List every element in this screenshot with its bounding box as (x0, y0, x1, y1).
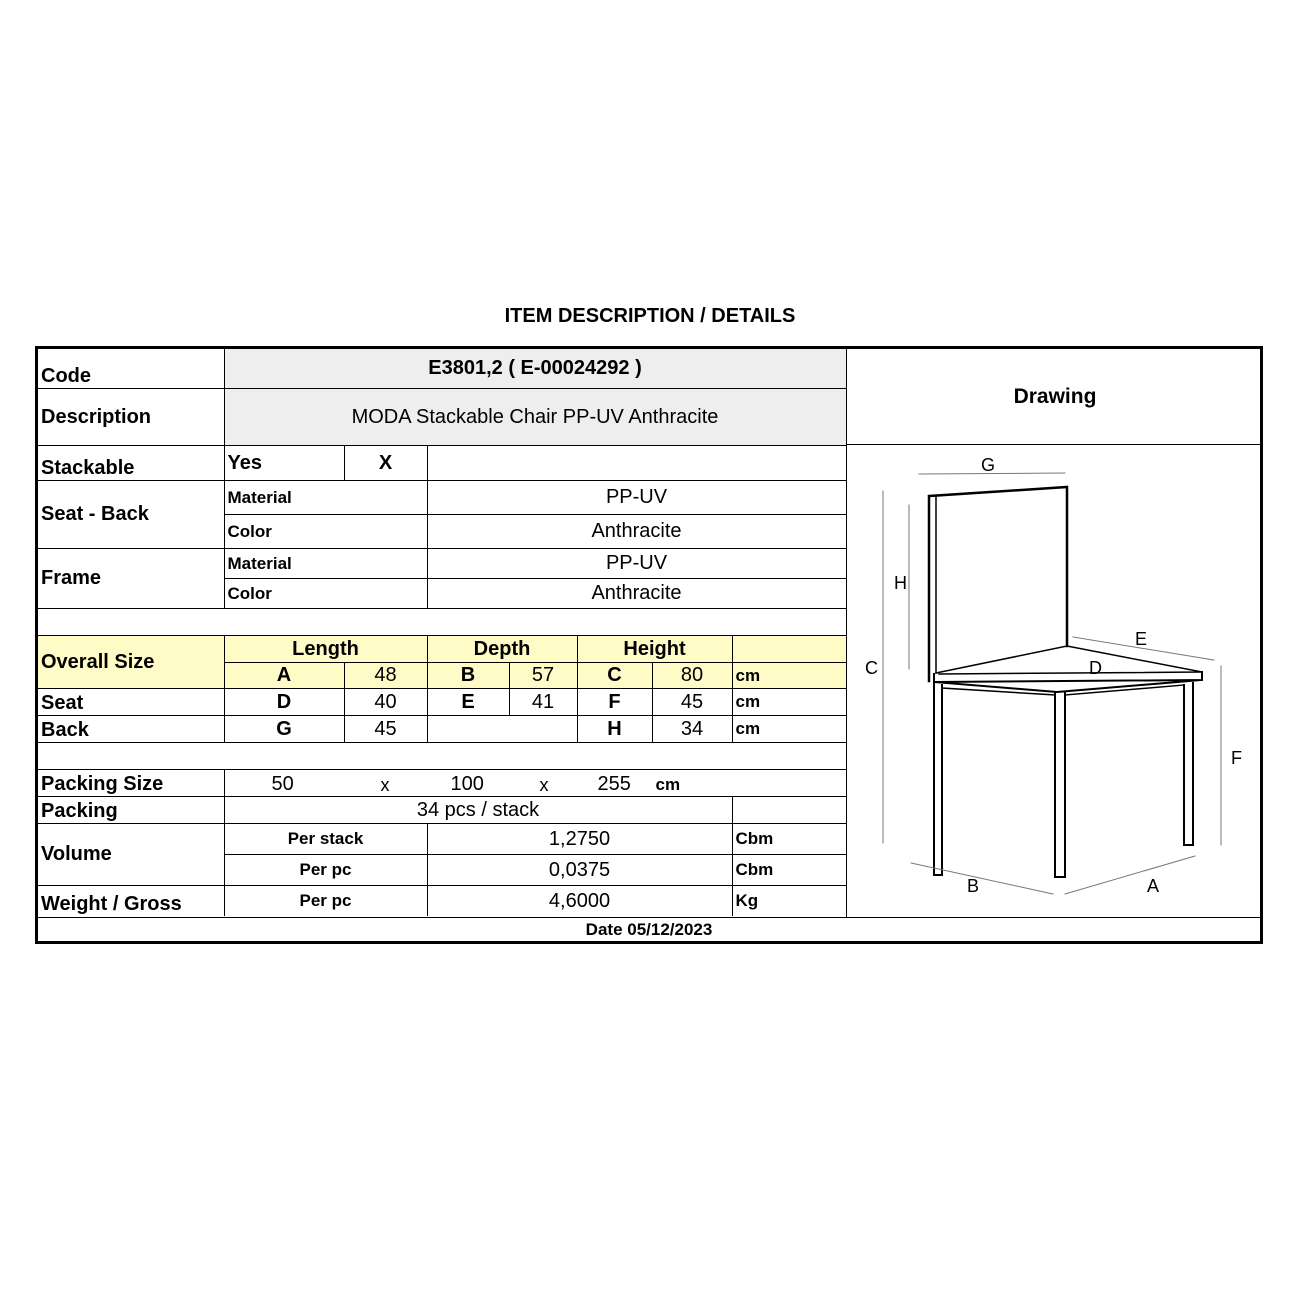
volume-label: Volume (38, 823, 224, 885)
dim-g-value: 45 (344, 715, 427, 742)
label-b: B (967, 876, 980, 896)
date-footer: Date 05/12/2023 (38, 917, 1260, 941)
spacer-row (38, 608, 846, 635)
weight-value: 4,6000 (427, 885, 732, 916)
back-unit: cm (732, 715, 846, 742)
label-h: H (894, 573, 907, 593)
stackable-mark: X (344, 445, 427, 480)
label-c: C (865, 658, 878, 678)
packing-label: Packing (38, 796, 224, 823)
spec-table (38, 349, 847, 916)
per-pc-label: Per pc (224, 854, 427, 885)
seat-back-material-label: Material (224, 480, 427, 514)
dim-h-value: 34 (652, 715, 732, 742)
unit-header-empty (732, 635, 846, 662)
weight-per-pc-label: Per pc (224, 885, 427, 916)
chair-svg (847, 445, 1262, 917)
seat-label: Seat (38, 688, 224, 715)
overall-unit: cm (732, 662, 846, 688)
frame-material-label: Material (224, 548, 427, 578)
spacer-row-2 (38, 742, 846, 769)
front-left-leg (934, 682, 942, 875)
packing-value: 34 pcs / stack (224, 796, 732, 823)
stackable-yes: Yes (224, 445, 344, 480)
dim-b-letter: B (427, 662, 509, 688)
per-stack-value: 1,2750 (427, 823, 732, 854)
chair-drawing (846, 445, 1263, 917)
dim-d-letter: D (224, 688, 344, 715)
per-stack-unit: Cbm (732, 823, 846, 854)
apron-left (942, 688, 1055, 695)
dim-c-value: 80 (652, 662, 732, 688)
seat-front (934, 672, 1202, 692)
seat-unit: cm (732, 688, 846, 715)
back-label: Back (38, 715, 224, 742)
packing-x-2: x (539, 774, 549, 795)
dim-f-value: 45 (652, 688, 732, 715)
frame-color: Anthracite (427, 578, 846, 608)
back-empty (427, 715, 577, 742)
dim-a-value: 48 (344, 662, 427, 688)
dim-g-letter: G (224, 715, 344, 742)
description-value: MODA Stackable Chair PP-UV Anthracite (224, 388, 846, 445)
depth-header: Depth (427, 635, 577, 662)
height-header: Height (577, 635, 732, 662)
label-e: E (1135, 629, 1148, 649)
stackable-empty (427, 445, 846, 480)
dim-a-letter: A (224, 662, 344, 688)
code-label: Code (38, 349, 224, 388)
label-d: D (1089, 658, 1102, 678)
packing-width: 50 (271, 772, 294, 795)
packing-unit: cm (655, 774, 681, 794)
drawing-header (846, 349, 1263, 445)
backrest-outline (929, 487, 1067, 681)
frame-label: Frame (38, 548, 224, 608)
label-a: A (1147, 876, 1160, 896)
spec-sheet (35, 346, 1263, 944)
seat-back-color: Anthracite (427, 514, 846, 548)
label-g: G (981, 455, 996, 475)
packing-depth: 100 (450, 772, 484, 795)
frame-material: PP-UV (427, 548, 846, 578)
drawing-label: Drawing (1013, 385, 1097, 408)
dim-h-letter: H (577, 715, 652, 742)
dim-b-value: 57 (509, 662, 577, 688)
front-right-leg (1055, 692, 1065, 877)
dim-c-letter: C (577, 662, 652, 688)
seat-top (936, 646, 1202, 674)
packing-height: 255 (597, 772, 631, 795)
dim-line-a (1065, 856, 1195, 894)
packing-unit-empty (732, 796, 846, 823)
seat-back-label: Seat - Back (38, 480, 224, 548)
frame-color-label: Color (224, 578, 427, 608)
code-value: E3801,2 ( E-00024292 ) (224, 349, 846, 388)
per-stack-label: Per stack (224, 823, 427, 854)
seat-back-material: PP-UV (427, 480, 846, 514)
packing-size-label: Packing Size (38, 769, 224, 796)
dim-e-value: 41 (509, 688, 577, 715)
dim-e-letter: E (427, 688, 509, 715)
dim-f-letter: F (577, 688, 652, 715)
per-pc-unit: Cbm (732, 854, 846, 885)
length-header: Length (224, 635, 427, 662)
overall-size-label: Overall Size (38, 635, 224, 688)
description-label: Description (38, 388, 224, 445)
per-pc-value: 0,0375 (427, 854, 732, 885)
page-title: ITEM DESCRIPTION / DETAILS (504, 305, 796, 327)
stackable-label: Stackable (38, 445, 224, 480)
label-f: F (1231, 748, 1242, 768)
rear-right-leg (1184, 683, 1193, 845)
dim-line-b (911, 863, 1053, 894)
weight-label: Weight / Gross (38, 885, 224, 916)
packing-size-values (224, 769, 846, 796)
packing-x-1: x (380, 774, 390, 795)
weight-unit: Kg (732, 885, 846, 916)
dim-d-value: 40 (344, 688, 427, 715)
seat-back-color-label: Color (224, 514, 427, 548)
